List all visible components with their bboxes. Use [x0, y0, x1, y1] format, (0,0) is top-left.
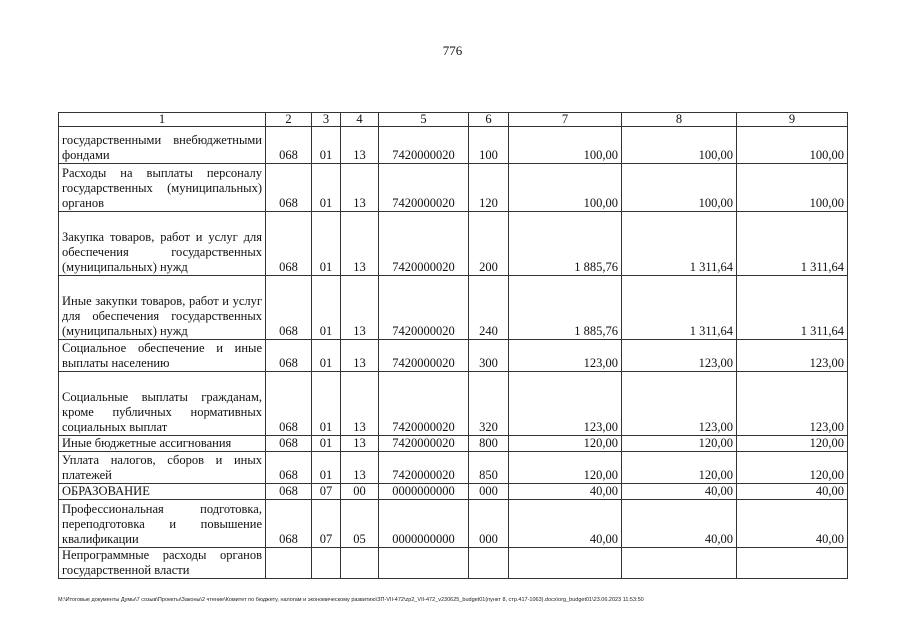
target-article-cell: 7420000020: [379, 276, 469, 340]
table-row: [59, 548, 848, 579]
amount-cell: 40,00: [509, 484, 622, 500]
amount-cell: 100,00: [509, 127, 622, 164]
row-name-cell: ОБРАЗОВАНИЕ: [59, 484, 266, 500]
expense-type-cell: 000: [469, 500, 509, 548]
subsection-cell: 05: [341, 500, 379, 548]
row-name-cell: Социальное обеспечение и иные выплаты населению: [59, 340, 266, 372]
amount-cell: 40,00: [737, 484, 848, 500]
column-number-row: [59, 113, 848, 127]
expense-type-cell: 000: [469, 484, 509, 500]
table-row: [59, 127, 848, 164]
code-cell: 068: [266, 340, 312, 372]
document-path-footer: М:\Итоговые документы Думы\7 созыв\Проекты\Законы\2 чтение\Комитет по бюджету, налогам и экономическому развитию\ЗП-VII-472\zp2_VII-472_v230625_budget01(пункт 8, стр.417-1063).docx\org_budget01\23.06.2023 11:53:50: [58, 597, 644, 603]
section-cell: 01: [312, 340, 341, 372]
amount-cell: 1 311,64: [737, 212, 848, 276]
section-cell: 01: [312, 372, 341, 436]
amount-cell: 100,00: [509, 164, 622, 212]
target-article-cell: 7420000020: [379, 127, 469, 164]
code-cell: [266, 548, 312, 579]
amount-cell: 100,00: [737, 127, 848, 164]
target-article-cell: 7420000020: [379, 212, 469, 276]
target-article-cell: 0000000000: [379, 484, 469, 500]
amount-cell: 120,00: [509, 452, 622, 484]
amount-cell: [737, 548, 848, 579]
amount-cell: 123,00: [509, 340, 622, 372]
expense-type-cell: 240: [469, 276, 509, 340]
section-cell: 07: [312, 484, 341, 500]
section-cell: 01: [312, 164, 341, 212]
section-cell: 01: [312, 127, 341, 164]
table-row: [59, 164, 848, 212]
code-cell: 068: [266, 276, 312, 340]
column-header: 8: [622, 113, 737, 127]
subsection-cell: 00: [341, 484, 379, 500]
expense-type-cell: 100: [469, 127, 509, 164]
expense-type-cell: [469, 548, 509, 579]
amount-cell: 40,00: [622, 500, 737, 548]
amount-cell: [509, 548, 622, 579]
section-cell: [312, 548, 341, 579]
amount-cell: 1 311,64: [622, 276, 737, 340]
amount-cell: 120,00: [737, 436, 848, 452]
expense-type-cell: 120: [469, 164, 509, 212]
amount-cell: 1 311,64: [622, 212, 737, 276]
target-article-cell: 7420000020: [379, 164, 469, 212]
amount-cell: 40,00: [622, 484, 737, 500]
code-cell: 068: [266, 212, 312, 276]
expense-type-cell: 200: [469, 212, 509, 276]
amount-cell: 120,00: [737, 452, 848, 484]
amount-cell: 123,00: [509, 372, 622, 436]
table-row: [59, 212, 848, 276]
amount-cell: 100,00: [737, 164, 848, 212]
amount-cell: 40,00: [509, 500, 622, 548]
subsection-cell: 13: [341, 436, 379, 452]
amount-cell: 120,00: [622, 452, 737, 484]
amount-cell: 120,00: [509, 436, 622, 452]
table-row: [59, 500, 848, 548]
table-row: [59, 436, 848, 452]
code-cell: 068: [266, 484, 312, 500]
subsection-cell: 13: [341, 340, 379, 372]
column-header: 4: [341, 113, 379, 127]
section-cell: 07: [312, 500, 341, 548]
code-cell: 068: [266, 164, 312, 212]
amount-cell: 40,00: [737, 500, 848, 548]
amount-cell: 100,00: [622, 127, 737, 164]
expense-type-cell: 800: [469, 436, 509, 452]
column-header: 9: [737, 113, 848, 127]
amount-cell: 123,00: [737, 372, 848, 436]
table-row: [59, 276, 848, 340]
code-cell: 068: [266, 436, 312, 452]
target-article-cell: 7420000020: [379, 436, 469, 452]
table-row: [59, 452, 848, 484]
row-name-cell: государственными внебюджетными фондами: [59, 127, 266, 164]
page-number: 776: [442, 43, 463, 58]
section-cell: 01: [312, 212, 341, 276]
table-row: [59, 340, 848, 372]
subsection-cell: 13: [341, 452, 379, 484]
amount-cell: 123,00: [622, 340, 737, 372]
table-header: [59, 113, 848, 127]
amount-cell: 100,00: [622, 164, 737, 212]
amount-cell: 1 311,64: [737, 276, 848, 340]
expense-type-cell: 320: [469, 372, 509, 436]
subsection-cell: 13: [341, 164, 379, 212]
code-cell: 068: [266, 452, 312, 484]
amount-cell: 1 885,76: [509, 212, 622, 276]
column-header: 7: [509, 113, 622, 127]
row-name-cell: Закупка товаров, работ и услуг для обеспечения государственных (муниципальных) нужд: [59, 212, 266, 276]
row-name-cell: Иные бюджетные ассигнования: [59, 436, 266, 452]
row-name-cell: Иные закупки товаров, работ и услуг для обеспечения государственных (муниципальных) нужд: [59, 276, 266, 340]
column-header: 6: [469, 113, 509, 127]
target-article-cell: 7420000020: [379, 372, 469, 436]
row-name-cell: Уплата налогов, сборов и иных платежей: [59, 452, 266, 484]
column-header: 1: [59, 113, 266, 127]
code-cell: 068: [266, 127, 312, 164]
target-article-cell: [379, 548, 469, 579]
target-article-cell: 7420000020: [379, 452, 469, 484]
column-header: 3: [312, 113, 341, 127]
section-cell: 01: [312, 276, 341, 340]
table-row: [59, 372, 848, 436]
code-cell: 068: [266, 500, 312, 548]
table-body: [59, 127, 848, 579]
amount-cell: [622, 548, 737, 579]
amount-cell: 120,00: [622, 436, 737, 452]
subsection-cell: [341, 548, 379, 579]
target-article-cell: 0000000000: [379, 500, 469, 548]
budget-table: [58, 112, 848, 579]
code-cell: 068: [266, 372, 312, 436]
row-name-cell: Расходы на выплаты персоналу государственных (муниципальных) органов: [59, 164, 266, 212]
amount-cell: 123,00: [737, 340, 848, 372]
row-name-cell: Социальные выплаты гражданам, кроме публичных нормативных социальных выплат: [59, 372, 266, 436]
subsection-cell: 13: [341, 212, 379, 276]
subsection-cell: 13: [341, 127, 379, 164]
row-name-cell: Профессиональная подготовка, переподготовка и повышение квалификации: [59, 500, 266, 548]
section-cell: 01: [312, 452, 341, 484]
table-row: [59, 484, 848, 500]
amount-cell: 1 885,76: [509, 276, 622, 340]
section-cell: 01: [312, 436, 341, 452]
subsection-cell: 13: [341, 372, 379, 436]
column-header: 5: [379, 113, 469, 127]
subsection-cell: 13: [341, 276, 379, 340]
expense-type-cell: 850: [469, 452, 509, 484]
row-name-cell: Непрограммные расходы органов государственной власти: [59, 548, 266, 579]
expense-type-cell: 300: [469, 340, 509, 372]
target-article-cell: 7420000020: [379, 340, 469, 372]
column-header: 2: [266, 113, 312, 127]
amount-cell: 123,00: [622, 372, 737, 436]
